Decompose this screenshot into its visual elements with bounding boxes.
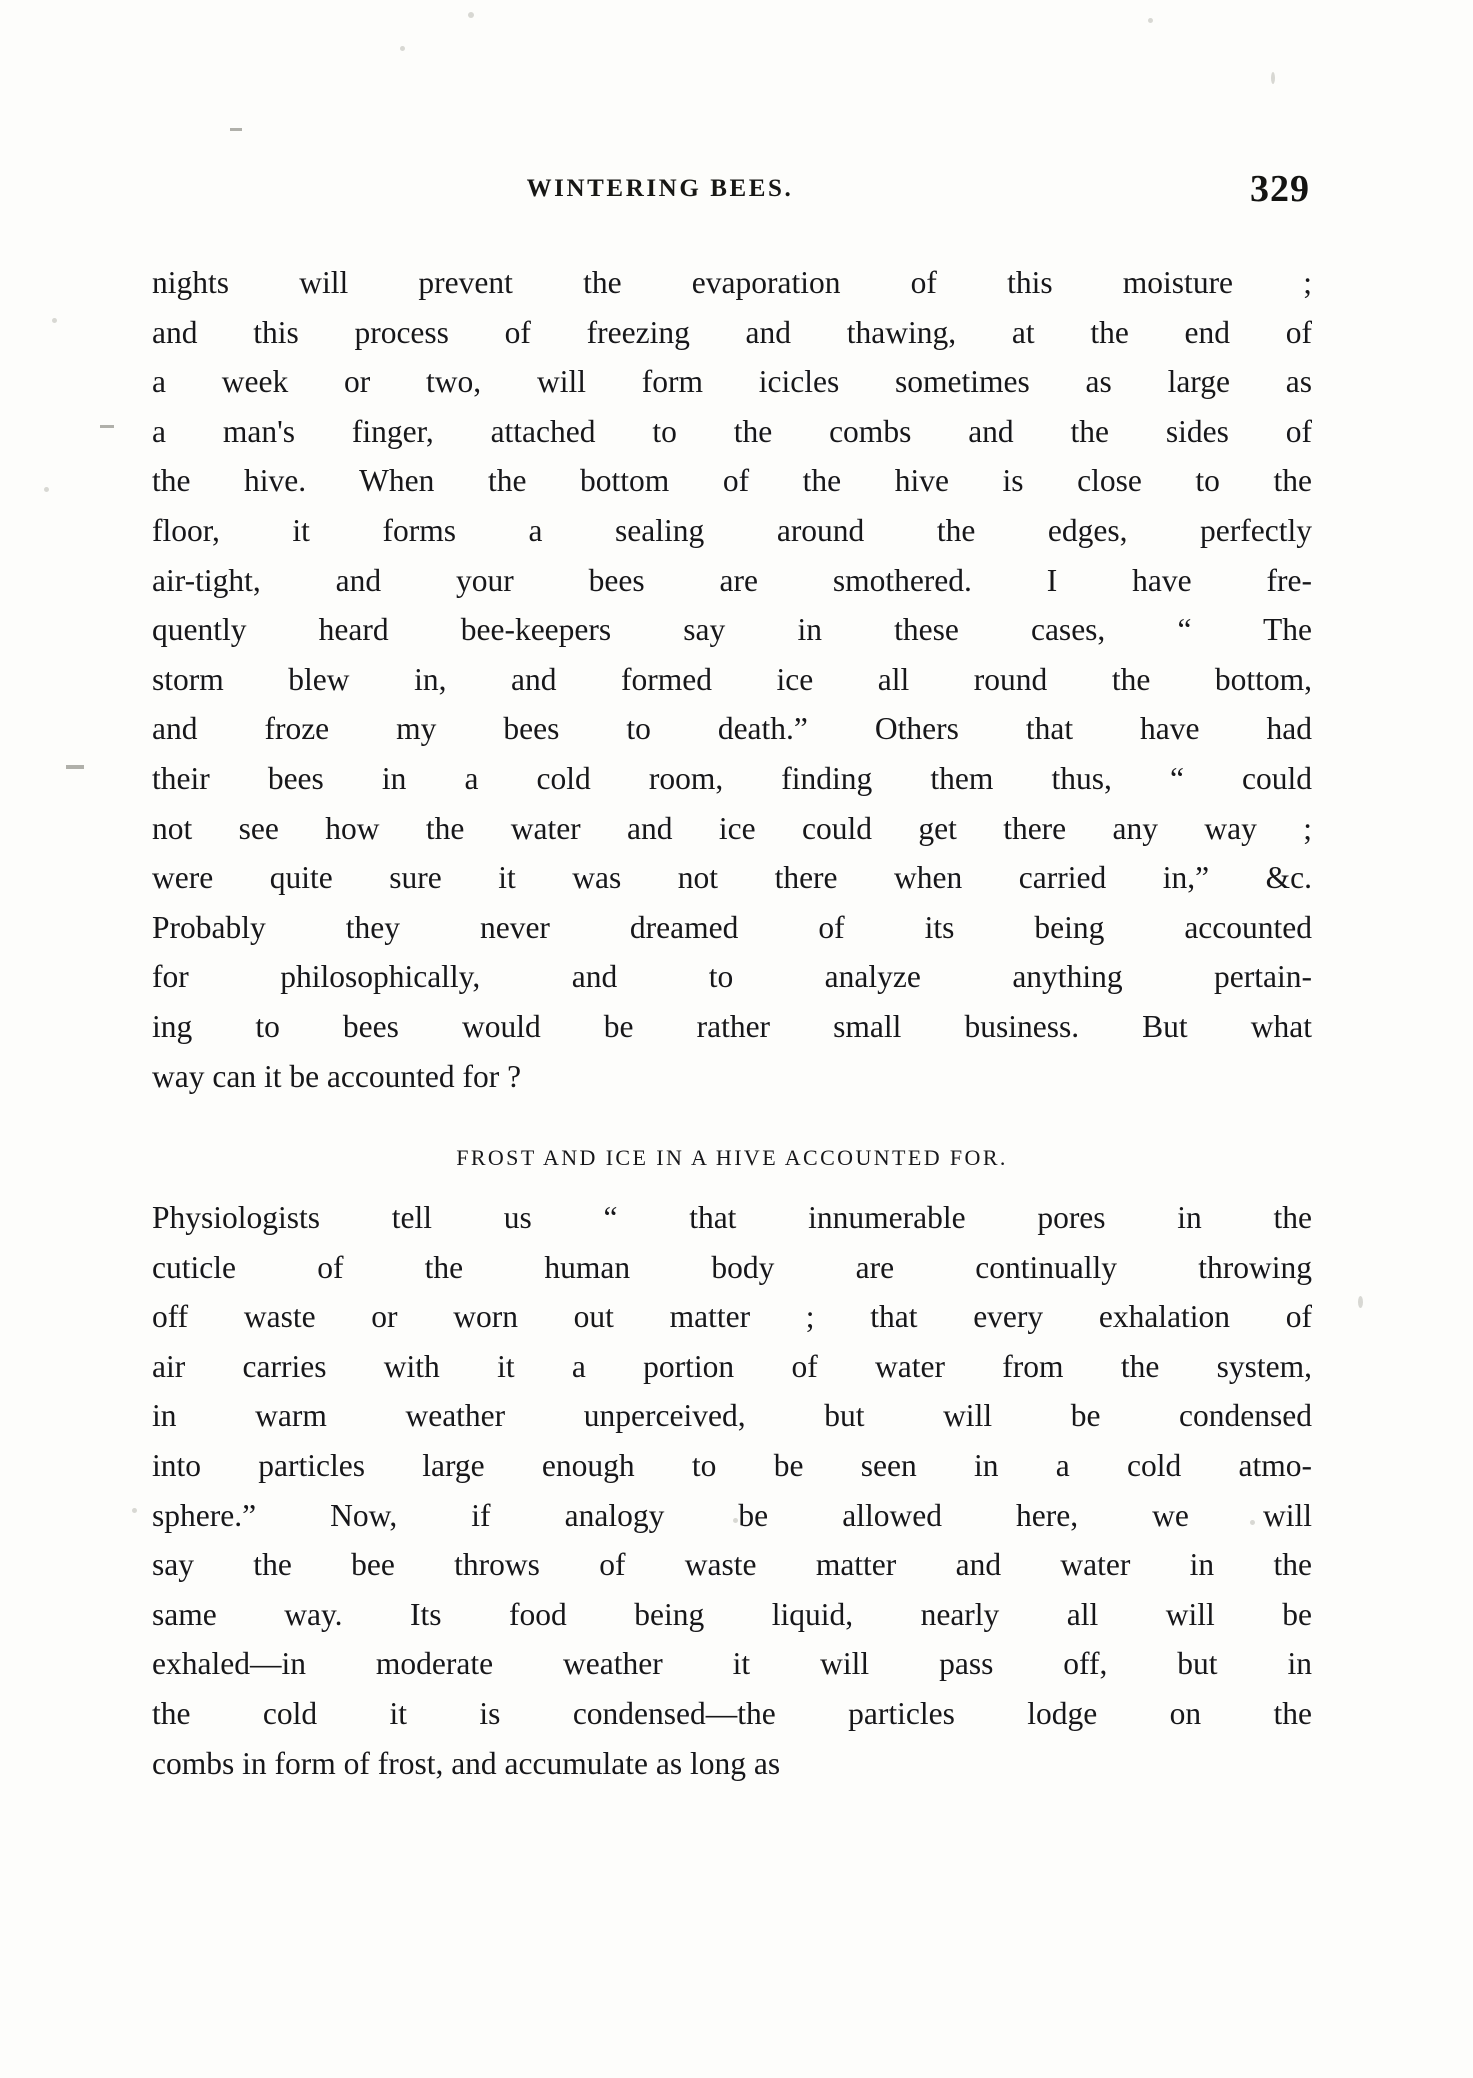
scan-mark [100, 425, 114, 428]
text-line: combs in form of frost, and accumulate as long as [152, 1745, 781, 1781]
text-line: were quite sure it was not there when carried in,” &c. [152, 860, 1312, 896]
scan-speck [468, 12, 474, 18]
text-line: say the bee throws of waste matter and water in the [152, 1547, 1312, 1583]
text-line: air-tight, and your bees are smothered. I have fre- [152, 562, 1312, 598]
text-line: a man's finger, attached to the combs and the sides of [152, 413, 1312, 449]
section-heading: FROST AND ICE IN A HIVE ACCOUNTED FOR. [456, 1145, 1008, 1171]
paragraph-first [152, 258, 1312, 1101]
text-line: air carries with it a portion of water from the system, [152, 1348, 1312, 1384]
text-line: nights will prevent the evaporation of this moisture ; [152, 265, 1312, 300]
scan-speck [52, 318, 57, 323]
scan-speck [132, 1508, 137, 1513]
text-line: and this process of freezing and thawing, at the end of [152, 314, 1312, 350]
text-line: Probably they never dreamed of its being accounted [152, 909, 1312, 945]
scan-speck [1271, 72, 1275, 84]
text-line: in warm weather unperceived, but will be condensed [152, 1398, 1312, 1434]
paragraph-second [152, 1193, 1312, 1788]
text-line: sphere.” Now, if analogy be allowed here, we will [152, 1497, 1312, 1533]
text-line: cuticle of the human body are continually throwing [152, 1249, 1312, 1285]
text-line: and froze my bees to death.” Others that have had [152, 711, 1312, 747]
scan-mark [230, 128, 242, 131]
text-line: floor, it forms a sealing around the edges, perfectly [152, 512, 1312, 548]
running-title: WINTERING BEES. [526, 175, 794, 202]
scan-mark [66, 765, 84, 769]
scan-speck [400, 46, 405, 51]
text-line: for philosophically, and to analyze anything pertain- [152, 959, 1312, 995]
scan-speck [1148, 18, 1153, 23]
page-header [150, 168, 1310, 223]
text-line: the cold it is condensed—the particles lodge on the [152, 1696, 1312, 1732]
text-line: ing to bees would be rather small business. But what [152, 1008, 1312, 1044]
text-line: same way. Its food being liquid, nearly all will be [152, 1596, 1312, 1632]
scan-speck [1358, 1296, 1363, 1308]
text-line: the hive. When the bottom of the hive is close to the [152, 463, 1312, 499]
text-line: Physiologists tell us “ that innumerable pores in the [152, 1200, 1312, 1236]
text-line: their bees in a cold room, finding them thus, “ could [152, 760, 1312, 796]
text-line: a week or two, will form icicles sometimes as large as [152, 364, 1312, 400]
text-line: off waste or worn out matter ; that every exhalation of [152, 1299, 1312, 1335]
text-line: quently heard bee-keepers say in these cases, “ The [152, 612, 1312, 648]
text-line: storm blew in, and formed ice all round the bottom, [152, 661, 1312, 697]
page-number: 329 [1250, 168, 1310, 210]
scan-speck [44, 487, 49, 492]
text-line: exhaled—in moderate weather it will pass off, but in [152, 1646, 1312, 1682]
text-line: way can it be accounted for ? [152, 1058, 522, 1094]
text-line: not see how the water and ice could get there any way ; [152, 810, 1312, 846]
text-line: into particles large enough to be seen in a cold atmo- [152, 1448, 1312, 1484]
page-body [152, 258, 1312, 1788]
